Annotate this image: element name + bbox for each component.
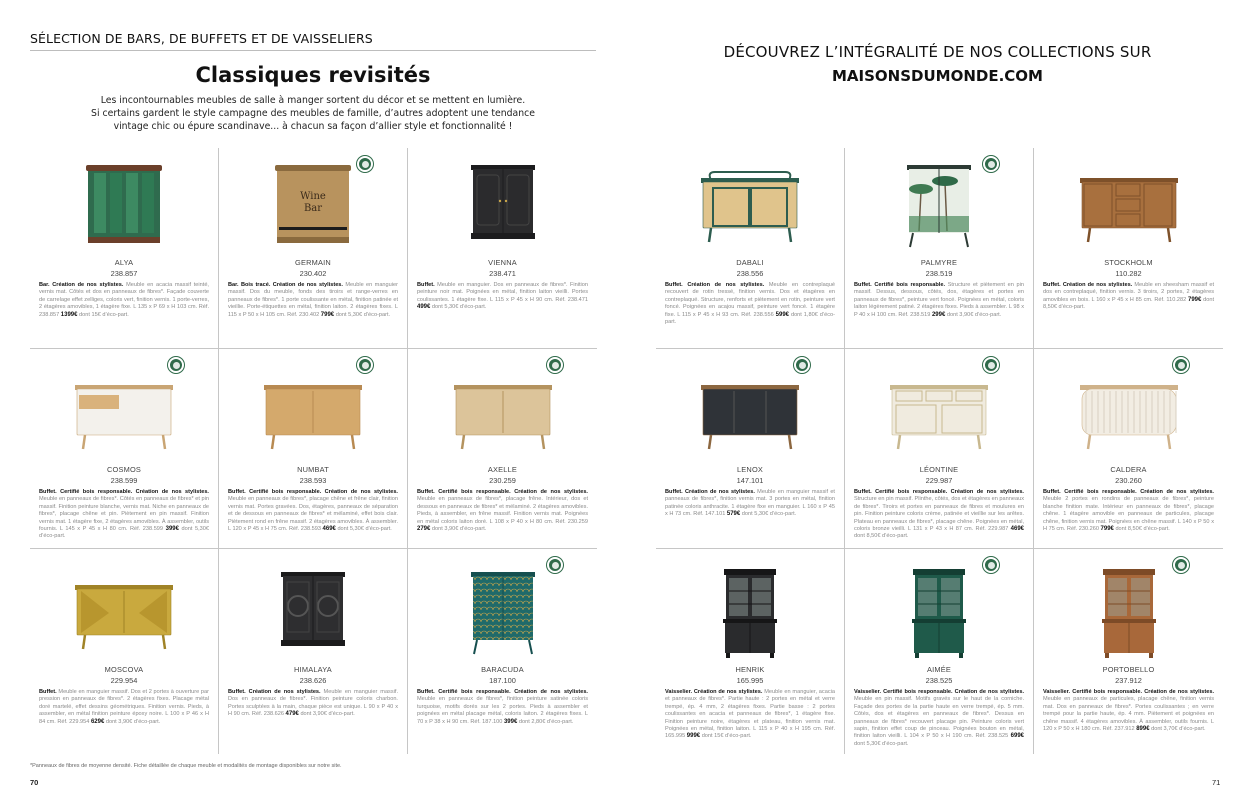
product-description [417,689,588,726]
eco-participation: dont 3,90€ d’éco-part. [945,311,1002,318]
product-image[interactable] [854,367,1024,459]
product-description [1043,489,1214,533]
product-grid-right [656,148,1223,754]
eco-participation: dont 5,30€ d’éco-part. [335,526,392,533]
intro-text [30,94,596,133]
svg-text:Bar: Bar [303,203,323,214]
page-title: Classiques revisités [195,63,431,87]
eco-responsible-globe-icon [357,357,373,373]
product-card-axelle[interactable] [408,349,597,549]
product-reference: 165.995 [736,676,764,685]
product-price: 299€ [931,311,946,318]
product-card-cosmos[interactable] [30,349,219,549]
product-description [854,282,1024,319]
product-name: COSMOS [106,465,142,474]
product-description [39,689,209,726]
product-image[interactable] [417,160,588,252]
intro-line: Les incontournables meubles de salle à manger sortent du décor et se mettent en lumière. [100,95,526,106]
product-name: ALYA [114,258,134,267]
eco-participation: dont 3,70€ d’éco-part. [1149,726,1206,733]
product-price: 899€ [1136,726,1150,733]
section-title: SÉLECTION DE BARS, DE BUFFETS ET DE VAISSELIERS [30,31,373,46]
product-description [39,282,209,319]
product-price: 479€ [285,711,299,718]
product-description [417,489,588,533]
product-reference: 147.101 [736,476,764,485]
product-type: Buffet. [417,282,435,288]
product-description [1043,689,1214,733]
product-type: Vaisselier. Création de nos stylistes. [665,689,763,695]
eco-responsible-globe-icon [983,156,999,172]
product-details: Meuble en contreplaqué recouvert de rotin tressé, finition vernis. Dos et étagères en contreplaqué. Structure, renforts et piètement en rotin, peinture vert foncé. Poignées en acajou massif, peinture vert foncé. 1 étagère fixe. L 115 x P 45 x H 93 cm. Réf. 238.556 [665,282,836,318]
product-price: 499€ [417,304,431,311]
product-price: 279€ [417,526,431,533]
product-image[interactable] [1043,567,1214,659]
product-card-dabali[interactable] [656,148,845,349]
product-image[interactable] [417,367,588,459]
product-card-germain[interactable] [219,148,408,349]
product-image[interactable] [665,160,835,252]
eco-responsible-globe-icon [547,357,563,373]
product-card-moscova[interactable] [30,549,219,754]
eco-participation: dont 8,50€ d’éco-part. [1043,296,1214,311]
product-details: Meuble en panneaux de fibres*, placage chêne et frêne clair, finition vernis mat. Portes gravées. Dos, étagères, panneaux de séparation et de dessous en panneaux de fibres* et mélaminé, effet bois clair. Piètement rond en frêne massif. 2 étagères amovibles. À assembler. L 120 x P 45 x H 75 cm. Réf. 238.593 [228,496,398,533]
eco-responsible-globe-icon [1173,557,1189,573]
product-image[interactable] [854,567,1024,659]
product-reference: 238.626 [299,676,327,685]
product-reference: 110.282 [1115,269,1142,278]
product-reference: 230.259 [489,476,516,485]
product-details: Meuble en acacia massif teinté, vernis mat. Côtés et dos en panneaux de fibres*. Façade couverte de carrelage effet zelliges, coloris vert, finition vernis. 1 porte-verres, 2 étagères amovibles, 1 étagère fixe. L 135 x P 69 x H 103 cm. Réf. 238.857 [39,282,209,318]
product-card-palmyre[interactable] [845,148,1034,349]
product-details: Meuble en panneaux de fibres*, placage frêne. Intérieur, dos et dessous en panneaux de fibres* et mélaminé. 2 étagères amovibles. Pieds, à assembler, en frêne massif. Finition vernis mat. Poignées en métal coloris laiton doré. L 108 x P 40 x H 80 cm. Réf. 230.259 [417,496,588,525]
product-price: 629€ [90,718,105,725]
product-image[interactable] [228,367,398,459]
promo-text: DÉCOUVREZ L’INTÉGRALITÉ DE NOS COLLECTIONS SUR [723,43,1152,61]
product-description [665,689,835,741]
eco-participation: dont 15€ d’éco-part. [700,733,752,740]
product-price: 799€ [320,311,335,318]
product-card-lenox[interactable] [656,349,845,549]
eco-responsible-globe-icon [983,557,999,573]
product-name: BARACUDA [481,665,524,674]
product-type: Buffet. Création de nos stylistes. [665,282,765,288]
product-description [228,282,398,319]
intro-line: vintage chic ou épure scandinave... à chacun sa façon d’allier style et fonctionnalité ! [113,121,513,132]
eco-participation: dont 3,90€ d’éco-part. [430,526,487,533]
product-card-henrik[interactable] [656,549,845,754]
product-image[interactable] [39,567,209,659]
product-description [854,689,1024,748]
product-reference: 187.100 [489,676,516,685]
product-description [228,489,398,533]
product-price: 399€ [165,526,179,533]
product-type: Buffet. Certifié bois responsable. Création de nos stylistes. [417,689,588,695]
product-description [854,489,1024,541]
product-image[interactable] [39,367,209,459]
footnote: *Panneaux de fibres de moyenne densité. Fiche détaillée de chaque meuble et modalités de montage disponibles sur notre site. [30,763,342,769]
product-name: PORTOBELLO [1102,665,1155,674]
product-type: Buffet. Certifié bois responsable. Création de nos stylistes. [228,489,398,495]
product-name: HIMALAYA [294,665,332,674]
product-image[interactable] [665,367,835,459]
product-details: Meuble en manguier, acacia et panneaux de fibres*. Partie haute : 2 portes en métal et verre trempé, ép. 4 mm, 2 étagères fixes. Partie basse : 2 portes coulissantes en acacia et panneaux de fibres*, 1 étagère fixe. Finition peinture noire, étagères et plateau, finition vernis mat. Poignées en métal, finition laiton. L 115 x P 40 x H 195 cm. Réf. 165.995 [665,689,835,740]
product-reference: 238.525 [925,676,953,685]
product-type: Buffet. Certifié bois responsable. [854,282,946,288]
eco-participation: dont 1,80€ d’éco-part. [665,311,835,326]
product-description [228,689,398,719]
product-card-himalaya[interactable] [219,549,408,754]
product-reference: 229.987 [925,476,953,485]
product-card-baracuda[interactable] [408,549,597,754]
eco-participation: dont 5,30€ d’éco-part. [39,526,209,540]
product-reference: 237.912 [1115,676,1142,685]
product-details: Meuble en manguier massif. Dos et 2 portes à ouverture par pression en panneaux de fibres*. 2 étagères fixes. Placage métal doré martelé, effet dessins géométriques. Finition vernis. Pieds, à assembler, en métal finition peinture époxy noire. L 100 x P 46 x H 84 cm. Réf. 229.954 [39,689,209,725]
promo-website-link[interactable]: MAISONSDUMONDE.COM [832,67,1043,85]
product-details: Meuble en panneaux de fibres*. Côtés en panneaux de fibres* et pin massif. Finition peinture blanche, vernis mat. Niche en panneaux de fibres*, placage chêne et pin. Piètement en pin massif. Finition vernis mat. 1 étagère fixe, 2 étagères amovibles. À assembler, outils fournis. L 145 x P 45 x H 80 cm. Réf. 238.599 [39,496,209,533]
product-reference: 238.519 [925,269,953,278]
eco-responsible-globe-icon [168,357,184,373]
product-price: 699€ [1010,733,1024,740]
eco-participation: dont 5,30€ d’éco-part. [740,511,797,518]
product-image[interactable] [228,160,398,252]
eco-responsible-globe-icon [357,156,373,172]
product-type: Buffet. Certifié bois responsable. Création de nos stylistes. [854,489,1024,495]
product-reference: 238.471 [489,269,516,278]
product-details: Meuble en sheesham massif et dos en contreplaqué, finition vernis. 3 tiroirs, 2 portes, 2 étagères amovibles en bois. L 160 x P 45 x H 85 cm. Réf. 110.282 [1043,282,1214,303]
svg-text:Wine: Wine [300,191,326,202]
product-name: NUMBAT [297,465,329,474]
product-price: 469€ [1010,526,1024,533]
product-type: Vaisselier. Certifié bois responsable. Création de nos stylistes. [854,689,1024,695]
product-image[interactable] [1043,367,1214,459]
product-details: Structure en pin massif. Plinthe, côtés, dos et étagères en panneaux de fibres*. Tiroirs et portes en panneaux de fibres et moulures en pin. Finition peinture coloris crème, patinée et vieillie sur les arêtes. Plateau en panneaux de fibres*, placage chêne. Poignées en métal, coloris bronze vieilli. L 131 x P 43 x H 87 cm. Réf. 229.987 [854,496,1024,533]
product-description [1043,282,1214,312]
product-name: HENRIK [735,665,765,674]
product-type: Bar. Bois tracé. Création de nos stylistes. [228,282,343,288]
product-reference: 238.857 [110,269,138,278]
product-details: Structure et piètement en pin massif. Dessus, dessous, côtés, dos, étagères et portes en panneaux de fibres*, peinture vert foncé. Poignées en métal, coloris laiton légèrement patiné. 2 étagères fixes. Pieds à assembler. L 98 x P 40 x H 100 cm. Réf. 238.519 [854,282,1024,318]
product-reference: 238.599 [110,476,138,485]
eco-participation: dont 8,50€ d’éco-part. [1113,526,1170,533]
eco-responsible-globe-icon [794,357,810,373]
product-image[interactable] [39,160,209,252]
product-type: Buffet. Certifié bois responsable. Création de nos stylistes. [39,489,209,495]
product-card-aimée[interactable] [845,549,1034,754]
product-reference: 229.954 [110,676,138,685]
product-type: Buffet. Création de nos stylistes. [228,689,321,695]
product-name: MOSCOVA [104,665,144,674]
product-description [665,489,835,519]
product-name: PALMYRE [920,258,958,267]
page-number: 70 [30,778,39,787]
product-name: AIMÉE [927,665,951,674]
product-card-caldera[interactable] [1034,349,1223,549]
eco-responsible-globe-icon [1173,357,1189,373]
product-name: STOCKHOLM [1104,258,1153,267]
product-name: LÉONTINE [919,465,959,474]
product-description [39,489,209,541]
product-details: Meuble en panneaux de fibres*, finition peinture satinée coloris turquoise, motifs dorés sur les 2 portes. Pieds à assembler et poignées en métal placage métal, coloris laiton. 2 étagères fixes. L 70 x P 38 x H 90 cm. Réf. 187.100 [417,696,588,725]
product-details: Meuble en manguier. Dos en panneaux de fibres*. Finition peinture noir mat. Poignées en métal, finition laiton vieilli. Portes coulissantes. 1 étagère fixe. L 115 x P 45 x H 90 cm. Réf. 238.471 [417,282,588,303]
product-card-léontine[interactable] [845,349,1034,549]
eco-responsible-globe-icon [547,557,563,573]
product-description [417,282,588,312]
product-name: VIENNA [488,258,517,267]
product-reference: 238.556 [736,269,764,278]
product-card-stockholm[interactable] [1034,148,1223,349]
eco-participation: dont 5,30€ d’éco-part. [854,740,909,747]
product-type: Buffet. Création de nos stylistes. [1043,282,1133,288]
product-price: 579€ [726,511,741,518]
product-price: 399€ [503,718,518,725]
page-number: 71 [1212,778,1221,787]
product-image[interactable] [854,160,1024,252]
product-type: Buffet. Création de nos stylistes. [665,489,755,495]
product-image[interactable] [228,567,398,659]
product-details: Meuble en manguier massif et panneaux de fibres*, finition vernis mat. 3 portes en métal, finition patinée coloris anthracite. 1 étagère fixe en manguier. L 160 x P 45 x H 73 cm. Réf. 147.101 [665,489,835,518]
product-type: Bar. Création de nos stylistes. [39,282,124,288]
promo-banner [625,40,1250,88]
product-name: LENOX [736,465,764,474]
intro-line: Si certains gardent le style campagne des meubles de famille, d’autres adoptent une tendance [91,108,535,119]
eco-participation: dont 3,90€ d’éco-part. [298,711,355,718]
product-price: 799€ [1100,526,1114,533]
product-type: Buffet. Certifié bois responsable. Création de nos stylistes. [1043,489,1214,495]
eco-participation: dont 15€ d’éco-part. [77,311,129,318]
eco-participation: dont 5,30€ d’éco-part. [334,311,391,318]
product-details: Meuble 2 portes en rondins de panneaux de fibres*, peinture blanche finition mate. Intérieur en panneaux de fibres*, placage chêne. 1 étagère amovible en panneaux de particules, placage chêne, finition vernis mat. Poignées en chêne massif. L 140 x P 50 x H 75 cm. Réf. 230.260 [1043,496,1214,533]
product-card-portobello[interactable] [1034,549,1223,754]
product-card-alya[interactable] [30,148,219,349]
product-details: Meuble en panneaux de particules, placage chêne, finition vernis mat. Dos en panneaux de fibres*. Portes coulissantes ; en verre trempé pour la partie haute, ép. 4 mm. Piètement et poignées en chêne massif. 4 étagères amovibles. À assembler, outils fournis. L 120 x P 50 x H 180 cm. Réf. 237.912 [1043,696,1214,733]
product-price: 999€ [686,733,701,740]
product-details: Meuble en pin massif. Motifs gravés sur le haut de la corniche. Façade des portes de la partie haute en verre trempé, ép. 5 mm. Côtés, dos et étagères en panneaux de fibres*. Dessus en panneaux de fibres* recouvert placage pin. Peinture coloris vert sapin, finition effet coup de pinceau. Poignées bouton en métal, finition laiton vieilli. L 104 x P 50 x H 190 cm. Réf. 238.525 [854,696,1024,740]
product-type: Buffet. [39,689,57,695]
product-card-vienna[interactable] [408,148,597,349]
eco-responsible-globe-icon [983,357,999,373]
product-name: AXELLE [487,465,518,474]
product-price: 469€ [322,526,336,533]
product-reference: 230.260 [1115,476,1142,485]
right-page [625,0,1250,803]
product-details: Meuble en manguier massif. Dos en panneaux de fibres*. Finition peinture coloris charbon. Portes sculptées à la main, chaque pièce est unique. L 90 x P 40 x H 90 cm. Réf. 238.626 [228,689,398,718]
product-reference: 238.593 [299,476,327,485]
product-price: 799€ [1187,296,1202,303]
product-name: DABALI [736,258,764,267]
eco-participation: dont 8,50€ d’éco-part. [854,533,909,540]
product-type: Buffet. Certifié bois responsable. Création de nos stylistes. [417,489,588,495]
product-price: 599€ [775,311,790,318]
product-image[interactable] [665,567,835,659]
product-grid-left [30,148,597,754]
product-name: GERMAIN [295,258,331,267]
eco-participation: dont 2,80€ d’éco-part. [517,718,574,725]
eco-participation: dont 5,30€ d’éco-part. [430,304,487,311]
divider [30,50,596,51]
eco-participation: dont 3,90€ d’éco-part. [104,718,161,725]
product-description [665,282,835,326]
product-reference: 230.402 [299,269,327,278]
product-details: Meuble en manguier massif. Dos du meuble, fonds des tiroirs et range-verres en panneaux de fibres*. 1 porte coulissante en métal, finition patinée et vieillie. Porte-étiquettes en métal, finition laiton. 2 étagères fixes. L 115 x P 50 x H 105 cm. Réf. 230.402 [228,282,398,318]
product-card-numbat[interactable] [219,349,408,549]
product-type: Vaisselier. Certifié bois responsable. Création de nos stylistes. [1043,689,1214,695]
product-image[interactable] [417,567,588,659]
product-price: 1399€ [60,311,78,318]
product-name: CALDERA [1110,465,1147,474]
product-image[interactable] [1043,160,1214,252]
